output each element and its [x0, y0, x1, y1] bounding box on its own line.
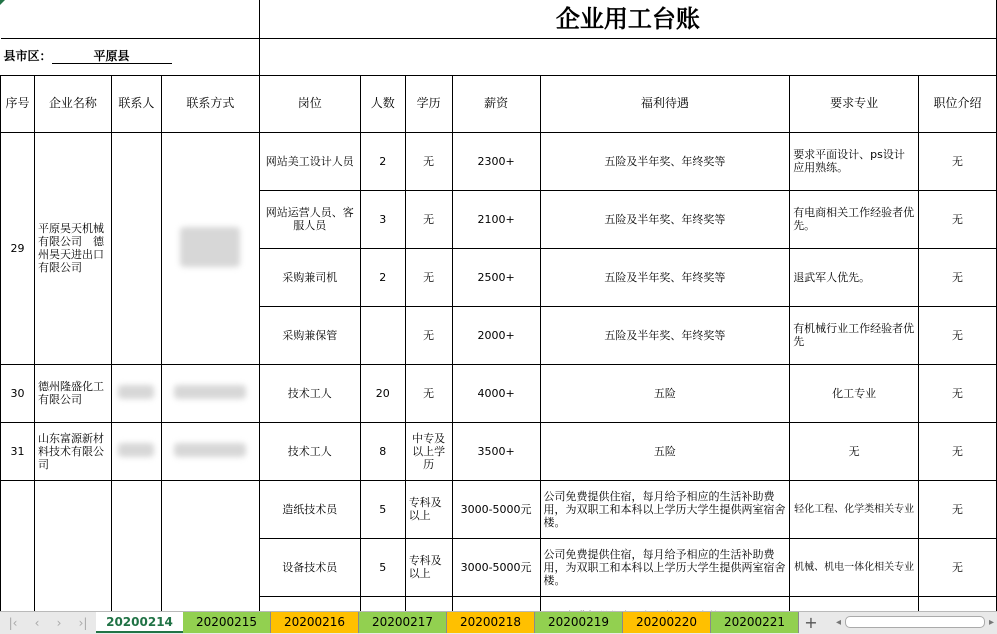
headcount[interactable]: 2: [360, 132, 405, 190]
salary[interactable]: 2300+: [452, 132, 540, 190]
required-major[interactable]: 有机械行业工作经验者优先: [790, 306, 919, 364]
redacted-contact: [180, 227, 240, 267]
job-intro[interactable]: 无: [919, 248, 997, 306]
headcount[interactable]: 8: [360, 422, 405, 480]
required-major[interactable]: 轻化工程、化学类相关专业: [790, 480, 919, 538]
sheet-tab-20200217[interactable]: 20200217: [359, 612, 447, 633]
county-value: 平原县: [52, 50, 172, 64]
education[interactable]: 无: [405, 190, 452, 248]
education[interactable]: 专科及以上: [405, 480, 452, 538]
contact-person[interactable]: [111, 132, 161, 364]
position[interactable]: 设备技术员: [259, 538, 360, 596]
table-row: [1, 422, 997, 480]
table-row: [1, 364, 997, 422]
job-intro[interactable]: 无: [919, 538, 997, 596]
education[interactable]: 专科及以上: [405, 538, 452, 596]
position[interactable]: 采购兼保管: [259, 306, 360, 364]
welfare[interactable]: 公司免费提供住宿，每月给予相应的生活补助费用，为双职工和本科以上学历大学生提供两室宿舍楼。: [540, 480, 790, 538]
last-sheet-icon[interactable]: ›|: [78, 616, 88, 630]
column-header[interactable]: 薪资: [452, 75, 540, 132]
county-row[interactable]: [1, 38, 260, 75]
column-header[interactable]: 联系方式: [161, 75, 259, 132]
headcount[interactable]: 5: [360, 480, 405, 538]
headcount[interactable]: [360, 306, 405, 364]
salary[interactable]: 2100+: [452, 190, 540, 248]
welfare[interactable]: [540, 596, 790, 611]
contact-info[interactable]: [161, 422, 259, 480]
row-number[interactable]: [1, 480, 35, 611]
position[interactable]: 技术工人: [259, 364, 360, 422]
company-name[interactable]: [34, 480, 111, 611]
salary[interactable]: 3500+: [452, 422, 540, 480]
blank-cell[interactable]: [259, 38, 996, 75]
add-sheet-icon[interactable]: +: [804, 613, 818, 632]
position[interactable]: [259, 596, 360, 611]
column-header[interactable]: 岗位: [259, 75, 360, 132]
job-intro[interactable]: 无: [919, 306, 997, 364]
company-name[interactable]: 德州隆盛化工有限公司: [34, 364, 111, 422]
position[interactable]: 造纸技术员: [259, 480, 360, 538]
company-name[interactable]: 山东富源新材料技术有限公司: [34, 422, 111, 480]
column-header[interactable]: 联系人: [111, 75, 161, 132]
job-intro[interactable]: 无: [919, 422, 997, 480]
sheet-tab-20200221[interactable]: 20200221: [711, 612, 799, 633]
headcount[interactable]: 20: [360, 364, 405, 422]
redacted-contact: [174, 385, 246, 399]
salary[interactable]: 3000-5000元: [452, 480, 540, 538]
job-intro[interactable]: 无: [919, 480, 997, 538]
contact-person[interactable]: [111, 480, 161, 611]
welfare[interactable]: 五险及半年奖、年终奖等: [540, 132, 790, 190]
tab-nav-arrows: [0, 612, 96, 634]
headcount[interactable]: 5: [360, 538, 405, 596]
job-intro[interactable]: [919, 596, 997, 611]
required-major[interactable]: 机械、机电一体化相关专业: [790, 538, 919, 596]
sheet-title[interactable]: 企业用工台账: [259, 0, 996, 38]
scrollbar-thumb[interactable]: [845, 616, 985, 628]
education[interactable]: [405, 596, 452, 611]
education[interactable]: 无: [405, 248, 452, 306]
required-major[interactable]: 要求平面设计、ps设计应用熟练。: [790, 132, 919, 190]
required-major[interactable]: 化工专业: [790, 364, 919, 422]
sheet-tab-20200214[interactable]: 20200214: [96, 612, 184, 633]
contact-person[interactable]: [111, 364, 161, 422]
welfare[interactable]: 五险: [540, 364, 790, 422]
scroll-left-icon[interactable]: ◂: [836, 616, 842, 628]
county-label: 县市区：: [3, 48, 52, 63]
required-major[interactable]: 无: [790, 422, 919, 480]
headcount[interactable]: [360, 596, 405, 611]
job-intro[interactable]: 无: [919, 364, 997, 422]
row-number[interactable]: 31: [1, 422, 35, 480]
column-header[interactable]: 要求专业: [790, 75, 919, 132]
column-header[interactable]: 职位介绍: [919, 75, 997, 132]
blank-cell[interactable]: [1, 0, 260, 38]
scroll-right-icon[interactable]: ▸: [988, 616, 994, 628]
contact-person[interactable]: [111, 422, 161, 480]
required-major[interactable]: [790, 596, 919, 611]
welfare[interactable]: 五险及半年奖、年终奖等: [540, 248, 790, 306]
salary[interactable]: [452, 596, 540, 611]
column-header[interactable]: 企业名称: [34, 75, 111, 132]
redacted-contact: [174, 443, 246, 457]
position[interactable]: 网站运营人员、客服人员: [259, 190, 360, 248]
contact-info[interactable]: [161, 480, 259, 611]
position[interactable]: 技术工人: [259, 422, 360, 480]
welfare[interactable]: 公司免费提供住宿，每月给予相应的生活补助费用，为双职工和本科以上学历大学生提供两室宿舍楼。: [540, 538, 790, 596]
education[interactable]: 无: [405, 306, 452, 364]
welfare[interactable]: 五险及半年奖、年终奖等: [540, 190, 790, 248]
education[interactable]: 无: [405, 132, 452, 190]
horizontal-scrollbar[interactable]: [836, 615, 994, 629]
headcount[interactable]: 2: [360, 248, 405, 306]
column-header[interactable]: 序号: [1, 75, 35, 132]
prev-sheet-icon[interactable]: ‹: [34, 616, 40, 630]
position[interactable]: 采购兼司机: [259, 248, 360, 306]
sheet-tab-20200215[interactable]: 20200215: [183, 612, 271, 633]
required-major[interactable]: 有电商相关工作经验者优先。: [790, 190, 919, 248]
first-sheet-icon[interactable]: |‹: [8, 616, 18, 630]
salary[interactable]: 4000+: [452, 364, 540, 422]
column-header[interactable]: 福利待遇: [540, 75, 790, 132]
job-intro[interactable]: 无: [919, 132, 997, 190]
salary[interactable]: 2500+: [452, 248, 540, 306]
redacted-contact: [118, 385, 154, 399]
sheet-tab-20200219[interactable]: 20200219: [535, 612, 623, 633]
salary[interactable]: 3000-5000元: [452, 538, 540, 596]
job-intro[interactable]: 无: [919, 190, 997, 248]
company-name[interactable]: 平原昊天机械有限公司 德州昊天进出口有限公司: [34, 132, 111, 364]
salary[interactable]: 2000+: [452, 306, 540, 364]
required-major[interactable]: 退武军人优先。: [790, 248, 919, 306]
table-row: [1, 132, 997, 190]
table-row: [1, 480, 997, 538]
position[interactable]: 网站美工设计人员: [259, 132, 360, 190]
contact-info[interactable]: [161, 132, 259, 364]
education[interactable]: 无: [405, 364, 452, 422]
cell-selection-marker: [0, 0, 5, 5]
welfare[interactable]: 五险: [540, 422, 790, 480]
redacted-contact: [118, 443, 154, 457]
headcount[interactable]: 3: [360, 190, 405, 248]
sheet-tab-bar: [0, 611, 997, 634]
row-number[interactable]: 30: [1, 364, 35, 422]
sheet-tab-20200218[interactable]: 20200218: [447, 612, 535, 633]
column-header[interactable]: 人数: [360, 75, 405, 132]
welfare[interactable]: 五险及半年奖、年终奖等: [540, 306, 790, 364]
education[interactable]: 中专及以上学历: [405, 422, 452, 480]
contact-info[interactable]: [161, 364, 259, 422]
row-number[interactable]: 29: [1, 132, 35, 364]
next-sheet-icon[interactable]: ›: [56, 616, 62, 630]
column-header[interactable]: 学历: [405, 75, 452, 132]
sheet-tab-20200220[interactable]: 20200220: [623, 612, 711, 633]
sheet-tab-20200216[interactable]: 20200216: [271, 612, 359, 633]
